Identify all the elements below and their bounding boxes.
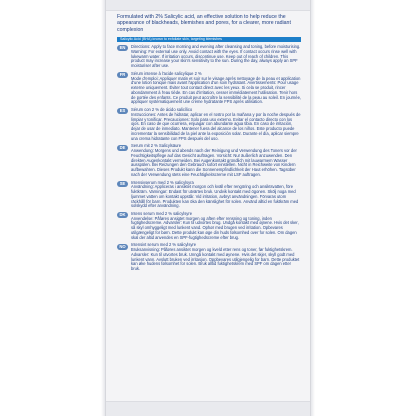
directions-warnings-text: Bruksanvisning: Påføres ansiktet morgen og kveld etter rens og toner, før fuktighetskrem. Advarsler: Kun til utvortes bruk. Unngå kontakt med øynene. Hvis det skjer, skyll godt med lunkent vann. Avslutt bruken ved irritasjon. Oppbevares utilgjengelig for barn. Dette produktet kan øke hudens følsomhet for solen. Bruk alltid fuktighetskrem med SPF om dagen etter bruk. <box>131 247 300 272</box>
language-sections <box>117 45 301 272</box>
language-section-header <box>117 144 301 177</box>
language-section-es <box>117 108 301 141</box>
language-section-header <box>117 181 301 209</box>
language-section-text <box>131 108 301 141</box>
directions-warnings-text: Anwendung: Morgens und abends nach der Reinigung und Verwendung des Toners vor der Feuchtigkeitspflege auf das Gesicht auftragen. Vorsicht: Nur äußerlich anzuwenden. Den direkten Augenkontakt vermeiden. Bei Augenkontakt gründlich mit lauwarmem Wasser ausspülen. Bei Reizungen den Gebrauch sofort einstellen. Nicht in Reichweite von Kindern aufbewahren. Dieses Produkt kann die Sonnenempfindlichkeit der Haut erhöhen. Tagsüber nach der Verwendung stets eine Feuchtigkeitscreme mit LSF auftragen. <box>131 148 297 177</box>
directions-warnings-text: Instrucciones: Antes de hidratar, aplicar en el rostro por la mañana y por la noche después de limpiar y tonificar. Precauciones: Solo para uso externo. Evitar el contacto directo con los ojos. En caso de que ocurriera, enjuagar con abundante agua tibia. En caso de irritación, dejar de usar de inmediato. Mantener fuera del alcance de los niños. Este producto puede incrementar la sensibilidad de la piel ante la exposición solar. Durante el día, aplicar siempre una crema hidratante con FPS después del uso. <box>131 111 301 141</box>
language-section-header <box>117 212 301 240</box>
product-name-translation: Intensivserum med 2 % salicylsyra <box>131 179 194 185</box>
directions-warnings-text: Mode d'emploi: Appliquer matin et soir sur le visage après nettoyage de la peau et application d'une lotion tonique mais avant l'application d'un soin hydratant. Avertissements: Pour usage externe uniquement. Éviter tout contact direct avec les yeux. Si cela se produit, rincer abondamment à l'eau tiède. En cas d'irritation, cesser immédiatement l'utilisation. Tenir hors de portée des enfants. Ce produit peut accroître la sensibilité de la peau au soleil. En journée, appliquer systématiquement une crème hydratante FPS après utilisation. <box>131 75 301 105</box>
language-section-text <box>131 181 301 209</box>
carton-text-panel <box>117 14 301 275</box>
language-section-fr <box>117 72 301 105</box>
product-name-translation: Serum mit 2 % Salicylsäure <box>131 143 182 149</box>
carton-bottom-flap <box>106 401 310 416</box>
language-section-header <box>117 45 301 69</box>
carton-top-flap <box>106 0 310 11</box>
language-section-en <box>117 45 301 69</box>
product-name-translation: Sérum con 2 % de ácido salicílico <box>131 107 193 113</box>
language-section-se <box>117 181 301 209</box>
product-name-translation: Intens serum med 2 % salicylsyre <box>131 211 192 217</box>
carton-shadow-right <box>311 0 315 416</box>
language-code-badge: NO <box>117 244 128 250</box>
language-section-text <box>131 243 301 271</box>
language-section-text <box>131 45 301 69</box>
language-code-badge: DE <box>117 145 128 151</box>
product-name-translation: Sérum intense à l'acide salicylique 2 % <box>131 70 202 76</box>
directions-warnings-text: Användning: Appliceras i ansiktet morgon och kväll efter rengöring och ansiktsvatten, före fuktkräm. Varningar: Endast för utvärtes bruk. Undvik kontakt med ögonen. Skölj noga med ljummet vatten om kontakt uppstår. Vid irritation, avbryt användningen. Förvaras utom räckhåll för barn. Produkten kan öka den känslighet för solen. Använd alltid en fuktkräm med solskydd efter användning. <box>131 184 299 209</box>
ingredient-banner: Salicylic Acid (BHA) known to exfoliate skin, targeting blemishes <box>117 37 301 42</box>
intro-text: Formulated with 2% Salicylic acid, an effective solution to help reduce the appearance of blackheads, blemishes and pores, for a clearer, more radiant complexion <box>117 14 291 33</box>
language-code-badge: DK <box>117 212 128 218</box>
directions-warnings-text: Anvendelse: Påføres ansigtet morgen og aften efter rensning og toning, inden fugtighedscreme. Advarsler: Kun til udvortes brug. Undgå kontakt med øjnene. Hvis det sker, så skyl omhyggeligt med lunkent vand. Ophør med brugen ved irritation. Opbevares utilgængeligt for børn. Dette produkt kan øge din huds følsomhed over for solen. Om dagen skal der altid anvendes en SPF-fugtighedscreme efter brug. <box>131 215 299 240</box>
product-carton <box>105 0 311 416</box>
language-section-de <box>117 144 301 177</box>
language-section-header <box>117 72 301 105</box>
language-code-badge: SE <box>117 181 128 187</box>
language-code-badge: FR <box>117 72 128 78</box>
language-section-no <box>117 243 301 271</box>
language-section-text <box>131 212 301 240</box>
language-section-text <box>131 72 301 105</box>
language-section-dk <box>117 212 301 240</box>
language-code-badge: EN <box>117 45 128 51</box>
language-section-header <box>117 108 301 141</box>
language-code-badge: ES <box>117 108 128 114</box>
language-section-header <box>117 243 301 271</box>
product-name-translation: Intensivt serum med 2 % salicylsyre <box>131 242 197 248</box>
directions-warnings-text: Directions: Apply to face morning and evening after cleansing and toning, before moisturising. Warning: For external use only. Avoid contact with the eyes. If contact occurs rinse well with lukewarm water. If irritation occurs, discontinue use. Keep out of reach of children. This product may increase your skin's sensitivity to the sun. During the day, always apply an SPF moisturiser after use. <box>131 44 301 69</box>
language-section-text <box>131 144 301 177</box>
